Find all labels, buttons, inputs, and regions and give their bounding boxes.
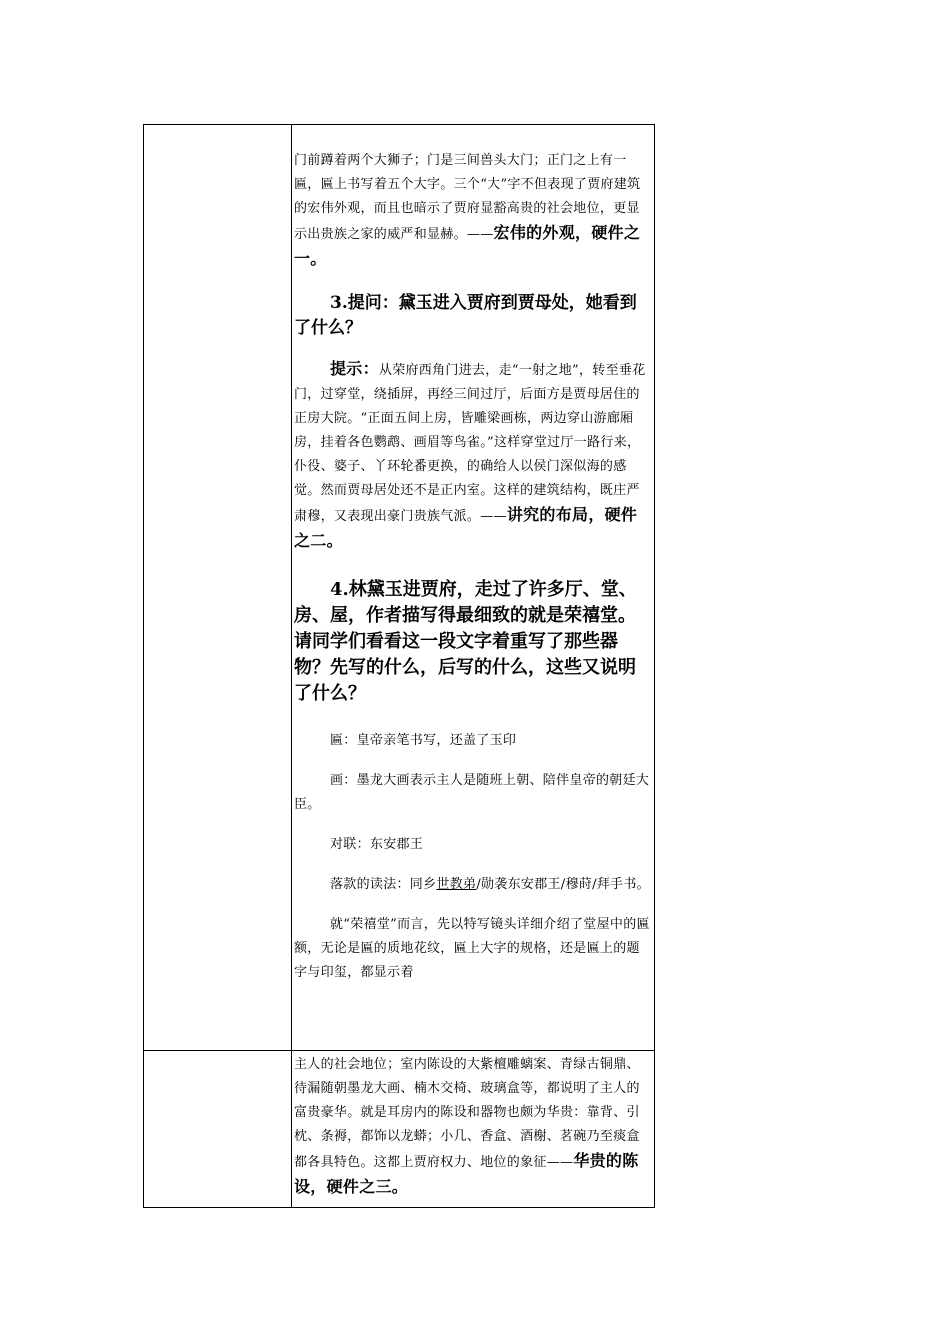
paragraph-hall: 就“荣禧堂”而言，先以特写镜头详细介绍了堂屋中的匾额，无论是匾的质地花纹，匾上大字的规格，还是匾上的题字与印玺，都显示着 (294, 917, 650, 980)
hint-label: 提示： (330, 359, 379, 378)
table-row (144, 125, 655, 1051)
lesson-table (143, 124, 655, 1208)
paragraph-gate: 门前蹲着两个大狮子；门是三间兽头大门；正门之上有一匾，匾上书写着五个大字。三个“大”字不但表现了贾府建筑的宏伟外观，而且也暗示了贾府显豁高贵的社会地位，更显示出贵族之家的威严和显赫。——宏伟的外观，硬件之一。 (294, 153, 641, 268)
paragraph-hint: 提示：从荣府西角门进去，走“一射之地”，转至垂花门，过穿堂，绕插屏，再经三间过厅，后面方是贾母居住的正房大院。“正面五间上房，皆雕梁画栋，两边穿山游廊厢房，挂着各色鹦鹉、画眉等鸟雀。”这样穿堂过厅一路行来，仆役、婆子、丫环轮番更换，的确给人以侯门深似海的感觉。然而贾母居处还不是正内室。这样的建筑结构，既庄严肃穆，又表现出豪门贵族气派。——讲究的布局，硬件之二。 (294, 359, 646, 550)
bold-conclusion-3: 华贵的陈设，硬件之三。 (294, 1151, 639, 1196)
bold-conclusion-1: 宏伟的外观，硬件之一。 (294, 223, 641, 268)
paragraph-furnishings: 主人的社会地位；室内陈设的大紫檀雕螭案、青绿古铜鼎、待漏随朝墨龙大画、楠木交椅、玻璃盒等，都说明了主人的富贵豪华。就是耳房内的陈设和器物也颇为华贵：靠背、引枕、条褥，都饰以龙蟒；小几、香盒、酒榭、茗碗乃至痰盒都各具特色。这都上贾府权力、地位的象征——华贵的陈设，硬件之三。 (294, 1057, 640, 1196)
table-row (144, 1051, 655, 1208)
left-cell-empty (144, 125, 292, 1051)
answer-painting: 画：墨龙大画表示主人是随班上朝、陪伴皇帝的朝廷大臣。 (294, 773, 650, 812)
bold-conclusion-2: 讲究的布局，硬件之二。 (294, 505, 638, 550)
underlined-text: 世教弟 (436, 877, 477, 892)
answer-plaque: 匾：皇帝亲笔书写，还盖了玉印 (330, 733, 517, 748)
question-4: 4.林黛玉进贾府，走过了许多厅、堂、房、屋，作者描写得最细致的就是荣禧堂。请同学们看看这一段文字着重写了那些器物？先写的什么，后写的什么，这些又说明了什么？ (294, 579, 637, 704)
question-3: 3.提问：黛玉进入贾府到贾母处，她看到了什么？ (294, 293, 637, 338)
content-cell (292, 1051, 655, 1208)
left-cell-empty (144, 1051, 292, 1208)
answer-inscription: 落款的读法：同乡世教弟/勋袭东安郡王/穆莳/拜手书。 (330, 877, 650, 892)
content-cell (292, 125, 655, 1051)
answer-couplet: 对联：东安郡王 (330, 837, 424, 852)
